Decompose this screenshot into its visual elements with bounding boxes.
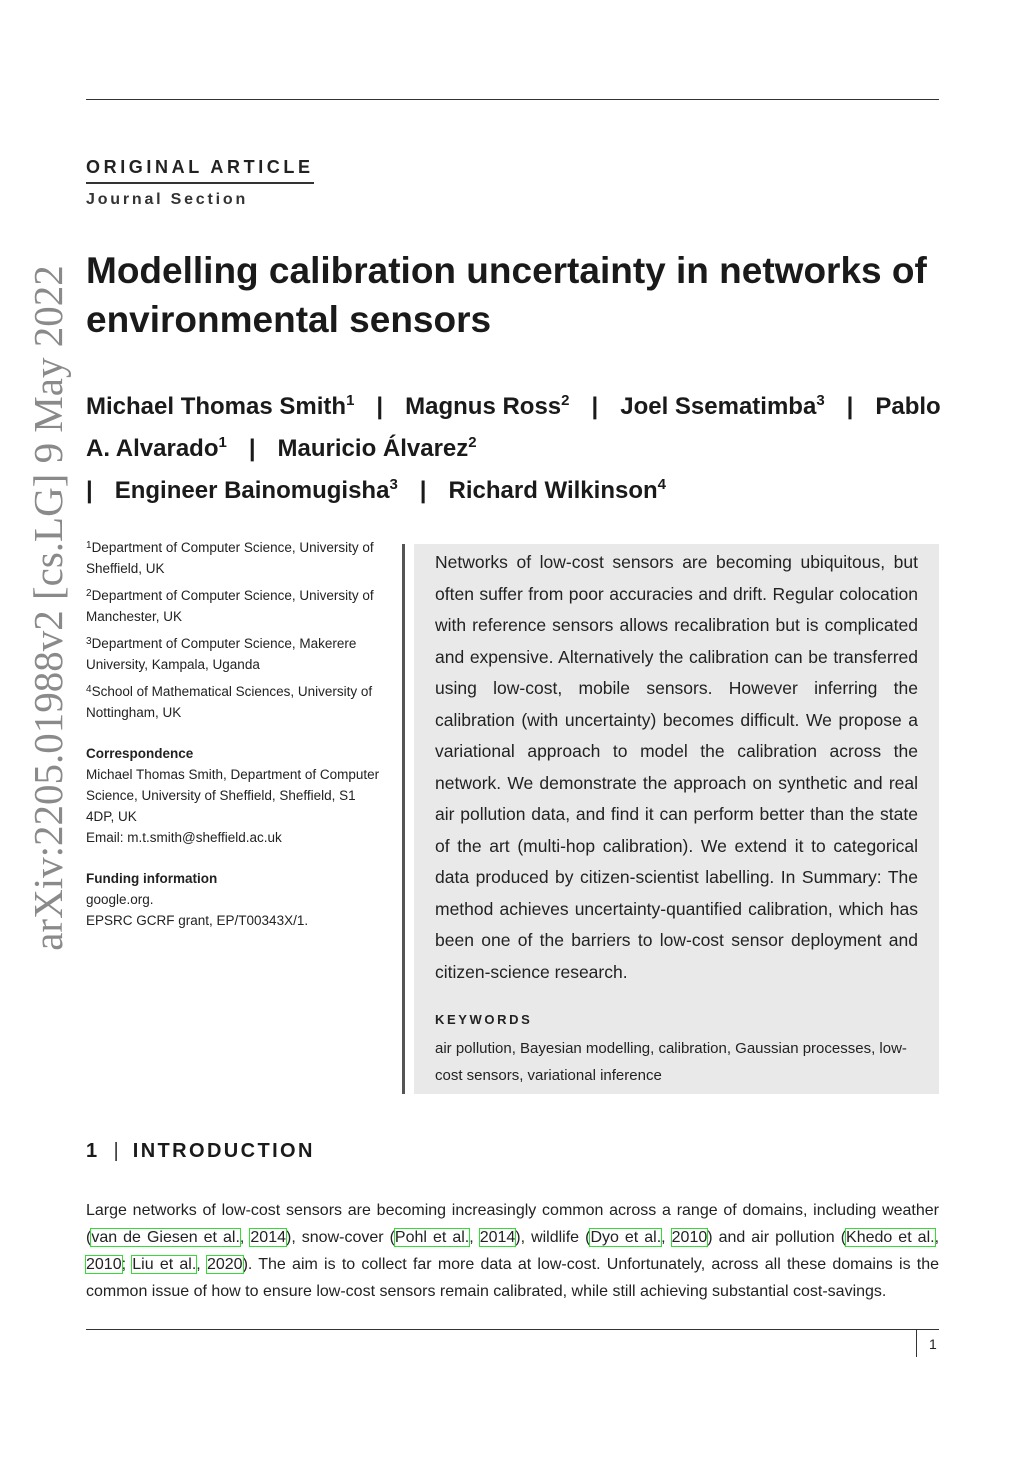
author-name: Richard Wilkinson bbox=[448, 477, 658, 504]
affiliation-item bbox=[86, 537, 386, 579]
author-separator: | bbox=[86, 477, 93, 504]
author-affiliation-mark: 3 bbox=[816, 392, 825, 409]
funding-line: EPSRC GCRF grant, EP/T00343X/1. bbox=[86, 913, 309, 928]
citation-link[interactable]: Khedo et al. bbox=[846, 1229, 935, 1246]
top-rule bbox=[86, 99, 939, 100]
author-affiliation-mark: 2 bbox=[561, 392, 570, 409]
section-heading bbox=[86, 1140, 315, 1163]
section-separator: | bbox=[113, 1140, 119, 1162]
author-separator: | bbox=[419, 477, 427, 504]
correspondence-address: Michael Thomas Smith, Department of Computer Science, University of Sheffield, Sheffield, S1 4DP, UK bbox=[86, 767, 380, 824]
author-separator: | bbox=[376, 393, 384, 420]
affiliation-number: 2 bbox=[86, 588, 92, 599]
affiliation-item bbox=[86, 681, 386, 723]
keywords-text: air pollution, Bayesian modelling, calibration, Gaussian processes, low-cost sensors, variational inference bbox=[435, 1040, 907, 1084]
citation-year-link[interactable]: 2020 bbox=[206, 1256, 243, 1273]
author-name: Michael Thomas Smith bbox=[86, 393, 347, 420]
article-type-label: ORIGINAL ARTICLE bbox=[86, 157, 314, 184]
author-affiliation-mark: 1 bbox=[218, 434, 227, 451]
author-name: Engineer Bainomugisha bbox=[114, 477, 390, 504]
intro-text-run: ). The aim is to collect far more data at low-cost. Unfortunately, across all these domains is the common issue of how to ensure low-cost sensors remain calibrated, while still achieving substantial cost-savings. bbox=[86, 1256, 940, 1300]
correspondence-heading: Correspondence bbox=[86, 746, 194, 761]
section-title: INTRODUCTION bbox=[132, 1140, 315, 1162]
intro-text-run: ), wildlife ( bbox=[515, 1229, 591, 1246]
citation-year-link[interactable]: 2010 bbox=[86, 1256, 122, 1273]
author-name: Pablo A. Alvarado bbox=[86, 393, 941, 462]
citation-link[interactable]: Liu et al. bbox=[132, 1256, 197, 1273]
journal-section-label: Journal Section bbox=[86, 191, 249, 208]
affiliation-number: 4 bbox=[86, 684, 92, 695]
citation-year-link[interactable]: 2014 bbox=[250, 1229, 286, 1246]
citation-link[interactable]: Dyo et al. bbox=[590, 1229, 662, 1246]
affiliation-number: 1 bbox=[86, 540, 92, 551]
side-column bbox=[86, 537, 386, 931]
author-list bbox=[86, 386, 946, 512]
author-name: Magnus Ross bbox=[405, 393, 562, 420]
author-affiliation-mark: 4 bbox=[657, 476, 666, 493]
author-separator: | bbox=[248, 435, 256, 462]
arxiv-stamp: arXiv:2205.01988v2 [cs.LG] 9 May 2022 bbox=[25, 265, 71, 951]
page-number: 1 bbox=[929, 1336, 937, 1352]
affiliation-text: Department of Computer Science, University of Sheffield, UK bbox=[86, 540, 374, 576]
page-number-tick bbox=[916, 1329, 917, 1357]
section-number: 1 bbox=[86, 1140, 100, 1162]
keywords-heading: KEYWORDS bbox=[435, 1012, 533, 1027]
funding-line: google.org. bbox=[86, 892, 154, 907]
author-name: Joel Ssematimba bbox=[620, 393, 817, 420]
affiliation-text: School of Mathematical Sciences, University of Nottingham, UK bbox=[86, 684, 373, 720]
abstract-box bbox=[402, 544, 939, 1094]
intro-text-run: Large networks of low-cost sensors are becoming increasingly common across a range of domains, including weather ( bbox=[86, 1202, 939, 1246]
abstract-text: Networks of low-cost sensors are becoming ubiquitous, but often suffer from poor accuracies and drift. Regular colocation with reference sensors allows recalibration but is complicated and expensive. Alternatively the calibration can be transferred using low-cost, mobile sensors. However inferring the calibration (with uncertainty) becomes difficult. We propose a variational approach to model the calibration across the network. We demonstrate the approach on synthetic and real air pollution data, and find it can perform better than the state of the art (multi-hop calibration). We extend it to categorical data produced by citizen-scientist labelling. In Summary: The method achieves uncertainty-quantified calibration, which has been one of the barriers to low-cost sensor deployment and citizen-science research. bbox=[435, 552, 918, 982]
author-affiliation-mark: 3 bbox=[389, 476, 398, 493]
affiliation-item bbox=[86, 633, 386, 675]
intro-text-run: ) and air pollution ( bbox=[707, 1229, 847, 1246]
abstract-side-bar bbox=[402, 544, 414, 1094]
paper-title: Modelling calibration uncertainty in networks of environmental sensors bbox=[86, 250, 927, 340]
affiliation-number: 3 bbox=[86, 636, 92, 647]
bottom-rule bbox=[86, 1329, 939, 1330]
correspondence-email[interactable]: Email: m.t.smith@sheffield.ac.uk bbox=[86, 830, 282, 845]
affiliation-text: Department of Computer Science, Makerere University, Kampala, Uganda bbox=[86, 636, 357, 672]
citation-link[interactable]: van de Giesen et al. bbox=[91, 1229, 240, 1246]
affiliation-text: Department of Computer Science, University of Manchester, UK bbox=[86, 588, 374, 624]
citation-year-link[interactable]: 2014 bbox=[479, 1229, 516, 1246]
citation-year-link[interactable]: 2010 bbox=[671, 1229, 708, 1246]
author-affiliation-mark: 2 bbox=[468, 434, 477, 451]
author-affiliation-mark: 1 bbox=[346, 392, 355, 409]
intro-paragraph: Large networks of low-cost sensors are becoming increasingly common across a range of domains, including weather (van de Giesen et al., 2014), snow-cover (Pohl et al., 2014), wildlife (Dyo et al., 2010) and air pollution (Khedo et al., 2010; Liu et al., 2020). The aim is to collect far more data at low-cost. Unfortunately, across all these domains is the common issue of how to ensure low-cost sensors remain calibrated, while still achieving substantial cost-savings. bbox=[86, 1202, 940, 1300]
affiliation-item bbox=[86, 585, 386, 627]
author-name: Mauricio Álvarez bbox=[277, 435, 469, 462]
intro-text-run: ), snow-cover ( bbox=[285, 1229, 395, 1246]
funding-heading: Funding information bbox=[86, 871, 218, 886]
author-separator: | bbox=[846, 393, 854, 420]
author-separator: | bbox=[591, 393, 599, 420]
citation-link[interactable]: Pohl et al. bbox=[394, 1229, 470, 1246]
